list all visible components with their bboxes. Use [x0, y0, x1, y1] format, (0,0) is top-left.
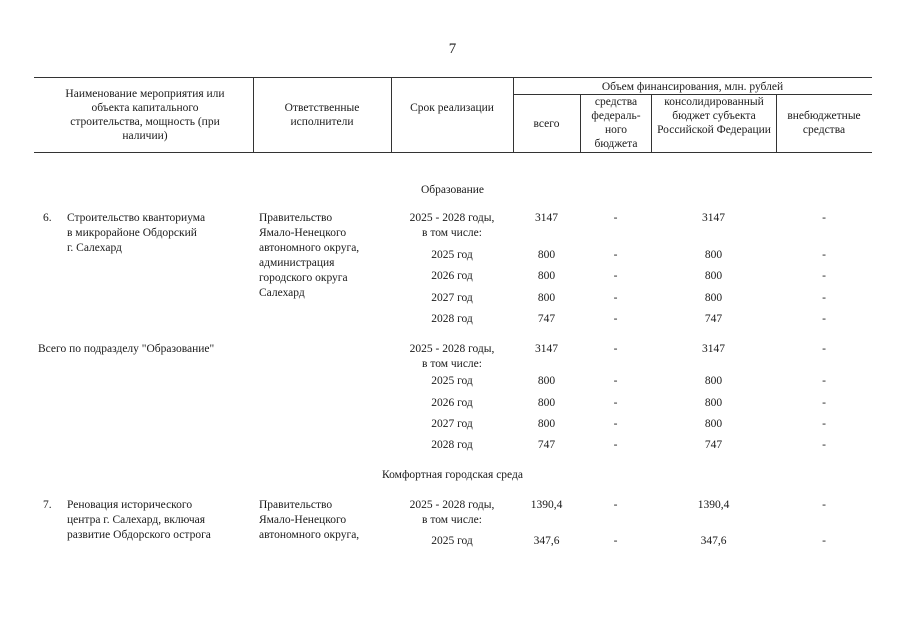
row-number: 6. [43, 212, 52, 224]
total-cell: 800 [537, 418, 556, 430]
total-cell: 800 [537, 270, 556, 282]
header-federal-column: средства федераль-ного бюджета [591, 96, 641, 150]
consolidated-cell: 747 [704, 313, 723, 325]
header-consolidated-column: консолидированный бюджет субъекта Российской Федерации [657, 96, 771, 136]
header-divider [776, 94, 777, 152]
term-cell: в том числе: [422, 514, 482, 526]
header-funding-column: Объем финансирования, млн. рублей [601, 81, 784, 93]
consolidated-cell: 800 [704, 270, 723, 282]
term-cell: 2028 год [431, 313, 473, 325]
offbudget-cell: - [822, 270, 826, 282]
federal-cell: - [613, 439, 618, 451]
offbudget-cell: - [822, 375, 826, 387]
offbudget-cell: - [822, 313, 826, 325]
item-name-line: Реновация исторического [67, 499, 193, 511]
term-cell: 2025 - 2028 годы, [409, 343, 495, 355]
federal-cell: - [613, 313, 618, 325]
executor-line: автономного округа, [259, 529, 360, 541]
term-cell: 2026 год [431, 270, 473, 282]
header-top-rule [34, 77, 872, 78]
header-executors-column: Ответственные исполнители [284, 102, 360, 128]
executor-line: администрация [259, 257, 335, 269]
total-cell: 1390,4 [530, 499, 563, 511]
term-cell: 2025 год [431, 375, 473, 387]
consolidated-cell: 3147 [702, 343, 725, 355]
total-cell: 747 [537, 439, 556, 451]
header-offbudget-column: внебюджетные средства [787, 110, 861, 136]
subtotal-label: Всего по подразделу "Образование" [38, 343, 215, 355]
consolidated-cell: 800 [704, 249, 723, 261]
header-total-column: всего [533, 118, 560, 130]
federal-cell: - [613, 249, 618, 261]
term-cell: 2025 год [431, 249, 473, 261]
header-term-column: Срок реализации [410, 102, 494, 114]
executor-line: Ямало-Ненецкого [259, 227, 347, 239]
row-number: 7. [43, 499, 52, 511]
federal-cell: - [613, 499, 618, 511]
federal-cell: - [613, 270, 618, 282]
consolidated-cell: 1390,4 [697, 499, 730, 511]
offbudget-cell: - [822, 499, 826, 511]
offbudget-cell: - [822, 249, 826, 261]
term-cell: 2027 год [431, 418, 473, 430]
item-name-line: Строительство кванториума [67, 212, 206, 224]
total-cell: 800 [537, 249, 556, 261]
consolidated-cell: 800 [704, 375, 723, 387]
federal-cell: - [613, 292, 618, 304]
term-cell: 2028 год [431, 439, 473, 451]
term-cell: в том числе: [422, 358, 482, 370]
federal-cell: - [613, 212, 618, 224]
header-name-column: Наименование мероприятия или объекта капитального строительства, мощность (при наличии) [65, 88, 225, 142]
consolidated-cell: 3147 [702, 212, 725, 224]
consolidated-cell: 747 [704, 439, 723, 451]
federal-cell: - [613, 418, 618, 430]
term-cell: 2025 год [431, 535, 473, 547]
header-bottom-rule [34, 152, 872, 153]
item-name-line: г. Салехард [67, 242, 122, 254]
executor-line: Правительство [259, 212, 333, 224]
page-number: 7 [448, 41, 457, 57]
term-cell: 2027 год [431, 292, 473, 304]
total-cell: 800 [537, 292, 556, 304]
executor-line: Правительство [259, 499, 333, 511]
offbudget-cell: - [822, 439, 826, 451]
header-divider [391, 77, 392, 152]
total-cell: 747 [537, 313, 556, 325]
item-name-line: центра г. Салехард, включая [67, 514, 206, 526]
executor-line: городского округа [259, 272, 348, 284]
executor-line: Салехард [259, 287, 305, 299]
section-title: Образование [420, 184, 485, 196]
term-cell: 2026 год [431, 397, 473, 409]
offbudget-cell: - [822, 212, 826, 224]
term-cell: 2025 - 2028 годы, [409, 212, 495, 224]
consolidated-cell: 800 [704, 292, 723, 304]
executor-line: автономного округа, [259, 242, 360, 254]
item-name-line: в микрорайоне Обдорский [67, 227, 197, 239]
federal-cell: - [613, 397, 618, 409]
total-cell: 800 [537, 397, 556, 409]
term-cell: 2025 - 2028 годы, [409, 499, 495, 511]
section-title: Комфортная городская среда [382, 469, 523, 481]
executor-line: Ямало-Ненецкого [259, 514, 347, 526]
total-cell: 800 [537, 375, 556, 387]
consolidated-cell: 800 [704, 418, 723, 430]
term-cell: в том числе: [422, 227, 482, 239]
federal-cell: - [613, 375, 618, 387]
total-cell: 3147 [535, 212, 558, 224]
federal-cell: - [613, 343, 618, 355]
offbudget-cell: - [822, 535, 826, 547]
total-cell: 347,6 [533, 535, 560, 547]
offbudget-cell: - [822, 418, 826, 430]
offbudget-cell: - [822, 292, 826, 304]
consolidated-cell: 800 [704, 397, 723, 409]
consolidated-cell: 347,6 [700, 535, 727, 547]
header-divider [253, 77, 254, 152]
offbudget-cell: - [822, 397, 826, 409]
item-name-line: развитие Обдорского острога [67, 529, 211, 541]
offbudget-cell: - [822, 343, 826, 355]
federal-cell: - [613, 535, 618, 547]
total-cell: 3147 [535, 343, 558, 355]
header-divider [580, 94, 581, 152]
